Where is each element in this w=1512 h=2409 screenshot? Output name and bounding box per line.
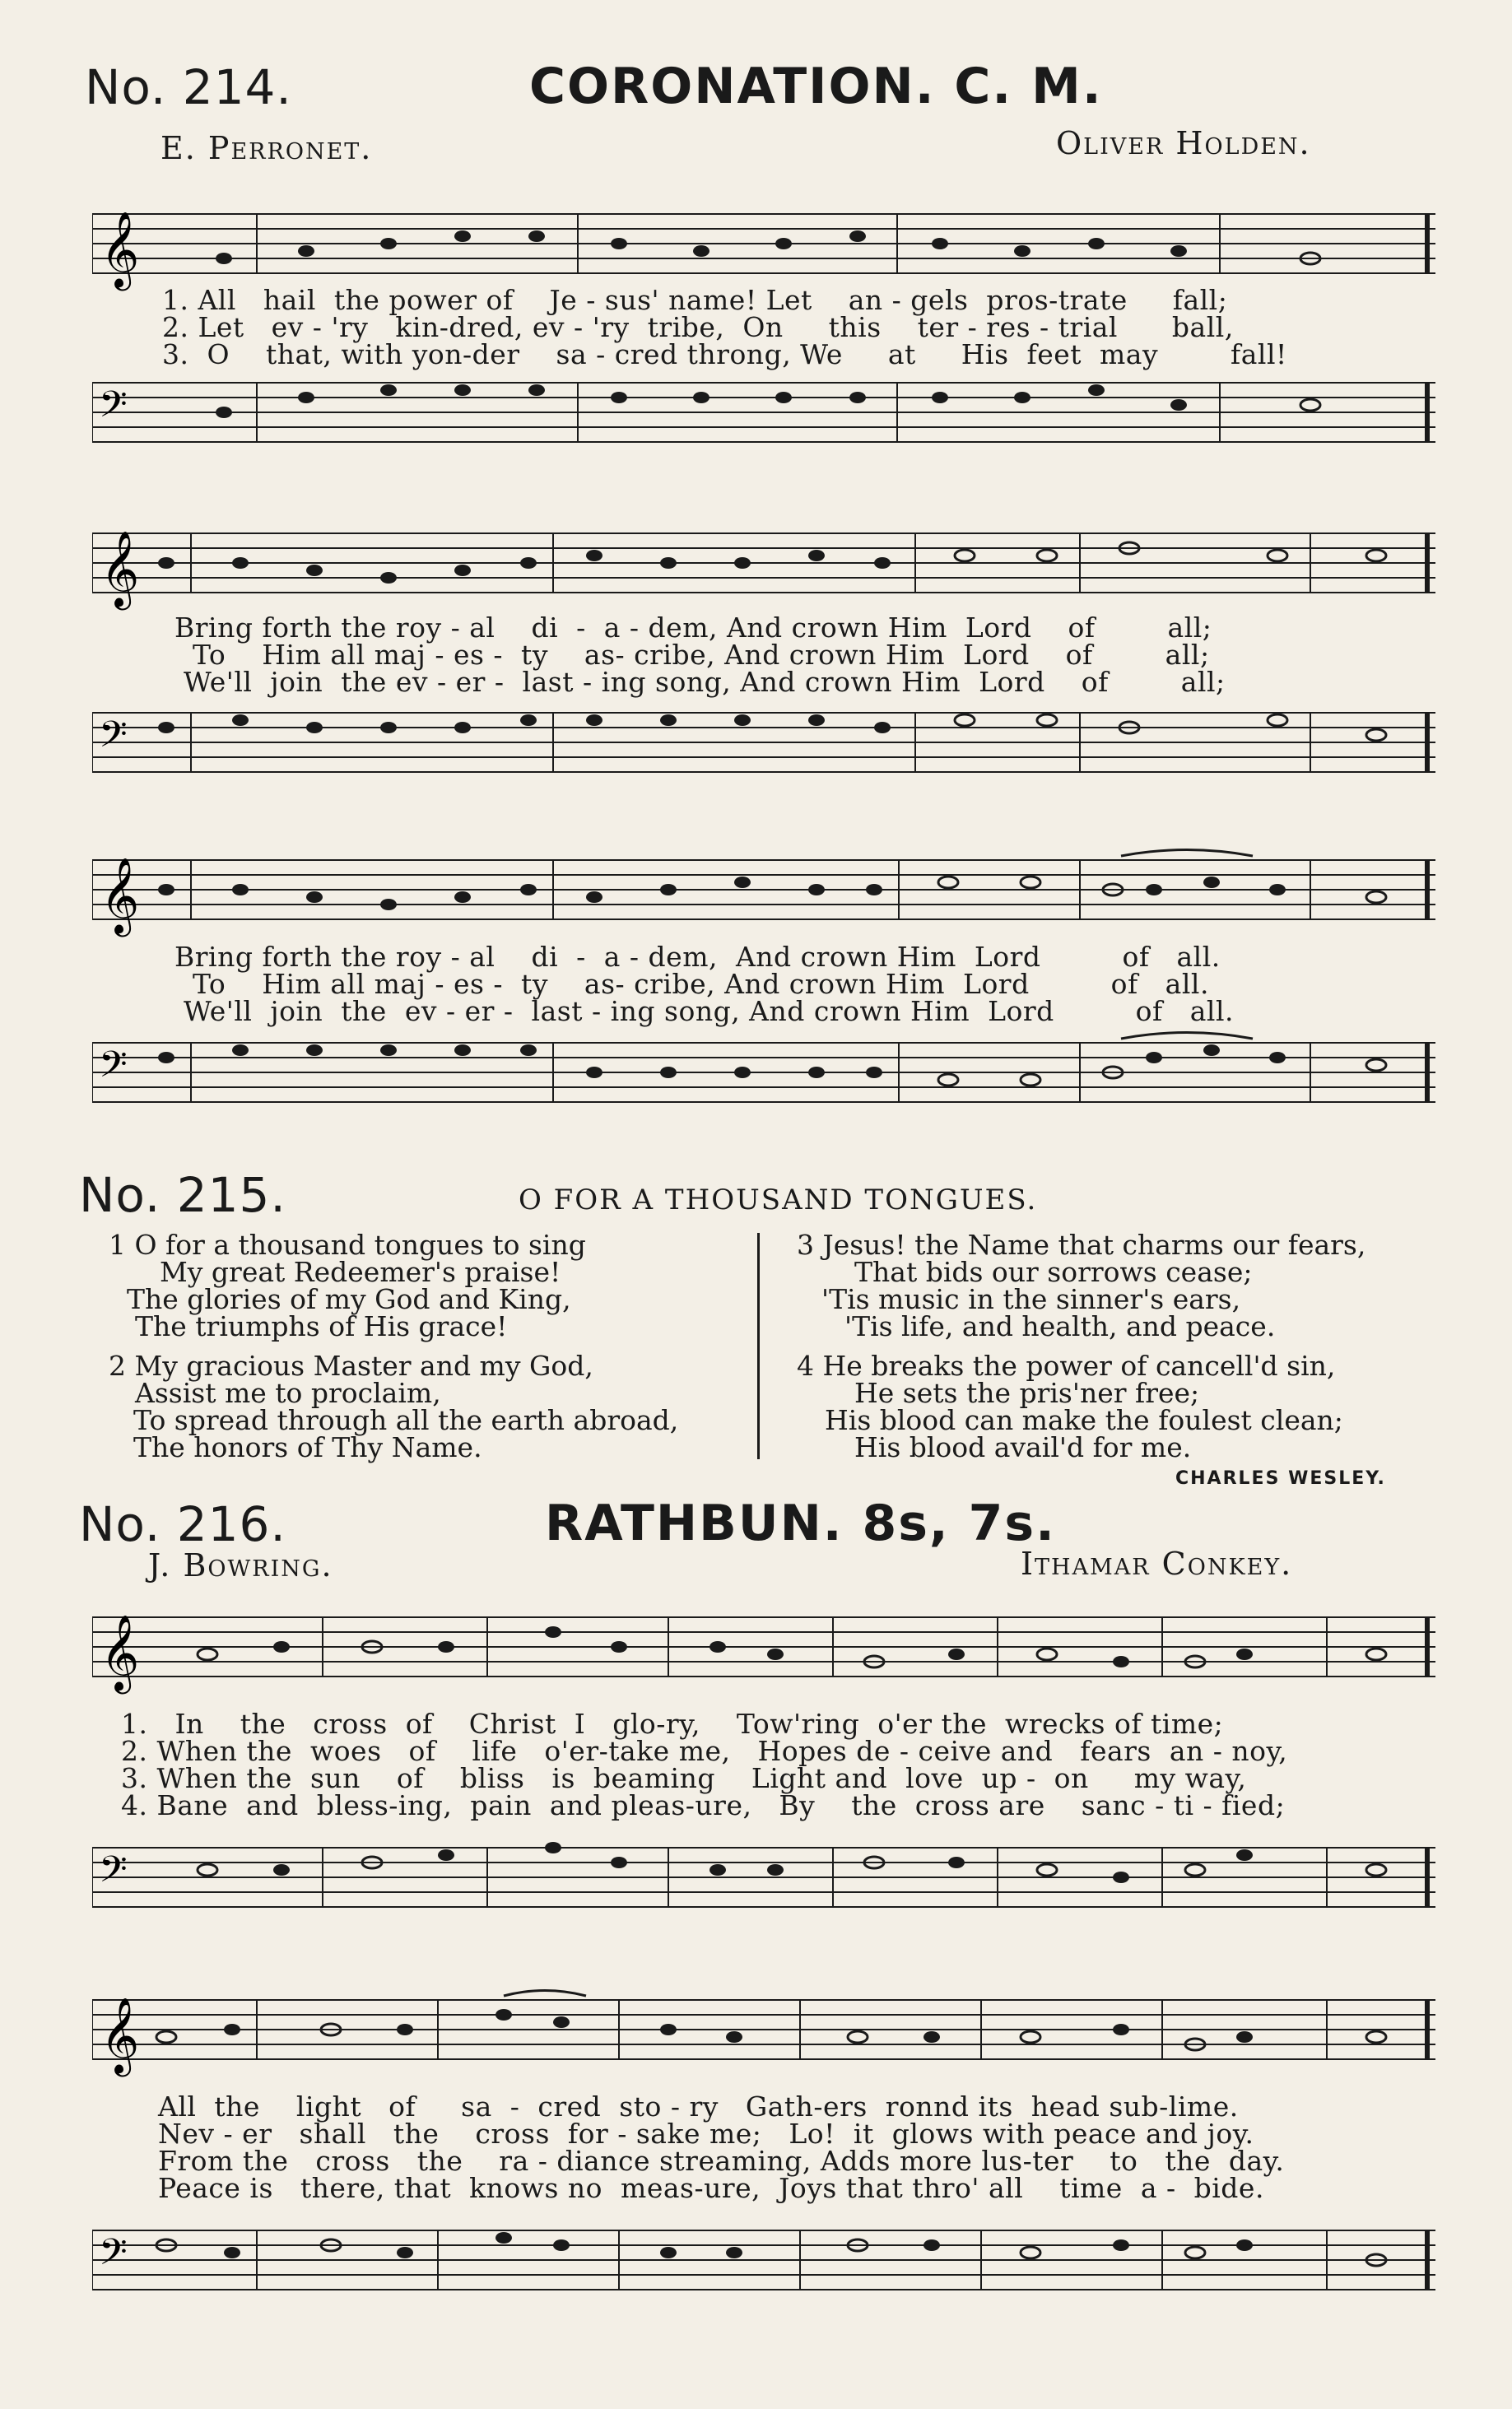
hymn-216-sys1-verse-3: 3. When the sun of bliss is beaming Light and love up - on my way, (121, 1762, 1247, 1794)
hymn-216-system-1 (92, 1593, 1435, 1938)
staff-treble-1 (92, 198, 1435, 296)
svg-text:𝄞: 𝄞 (100, 211, 140, 287)
stanza-line: Assist me to proclaim, (135, 1377, 441, 1409)
hymn-215-number: No. 215. (79, 1167, 286, 1223)
hymn-214-author: E. Perronet. (161, 130, 373, 166)
hymn-216-sys2-verse-1: All the light of sa - cred sto - ry Gath-ers ronnd its head sub-lime. (158, 2090, 1239, 2123)
stanza-line: 4 He breaks the power of cancell'd sin, (797, 1350, 1336, 1382)
stanza-line: The glories of my God and King, (127, 1283, 571, 1315)
hymn-215-stanza-3 (797, 1231, 1365, 1340)
hymn-215-stanza-1 (109, 1231, 586, 1340)
hymn-214-system-2 (92, 509, 1435, 797)
stanza-line: 'Tis life, and health, and peace. (844, 1310, 1276, 1342)
column-divider (757, 1233, 760, 1459)
stanza-line: The honors of Thy Name. (133, 1431, 482, 1463)
hymn-214-sys2-verse-3: We'll join the ev - er - last - ing song, And crown Him Lord of all; (174, 666, 1226, 698)
hymn-216-sys1-verse-1: 1. In the cross of Christ I glo-ry, Tow'ring o'er the wrecks of time; (121, 1708, 1224, 1740)
svg-text:𝄢: 𝄢 (99, 383, 128, 435)
svg-text:𝄢: 𝄢 (99, 713, 128, 765)
stanza-line: 'Tis music in the sinner's ears, (821, 1283, 1241, 1315)
svg-text:𝄢: 𝄢 (99, 1043, 128, 1095)
stanza-line: 1 O for a thousand tongues to sing (109, 1229, 586, 1261)
stanza-line: 2 My gracious Master and my God, (109, 1350, 593, 1382)
hymn-214-sys1-verse-1: 1. All hail the power of Je - sus' name! Let an - gels pros-trate fall; (162, 284, 1228, 316)
staff-treble-3 (92, 844, 1435, 942)
stanza-line: His blood avail'd for me. (854, 1431, 1192, 1463)
hymn-214-sys3-verse-1: Bring forth the roy - al di - a - dem, And crown Him Lord of all. (174, 941, 1221, 973)
hymn-214-number: No. 214. (85, 59, 292, 115)
hymn-216-sys2-verse-2: Nev - er shall the cross for - sake me; Lo! it glows with peace and joy. (158, 2118, 1254, 2150)
hymn-215-stanza-2 (109, 1352, 678, 1461)
hymn-216-number: No. 216. (79, 1496, 286, 1552)
hymn-214-title: CORONATION. C. M. (529, 58, 1103, 115)
staff-bass-216-1 (92, 1831, 1435, 1930)
staff-treble-216-1 (92, 1601, 1435, 1700)
stanza-line: That bids our sorrows cease; (854, 1256, 1253, 1288)
svg-text:𝄢: 𝄢 (99, 2230, 128, 2282)
hymn-216-sys2-verse-3: From the cross the ra - diance streaming, Adds more lus-ter to the day. (158, 2145, 1285, 2177)
staff-bass-2 (92, 696, 1435, 795)
stanza-line: To spread through all the earth abroad, (133, 1404, 679, 1436)
hymn-216-sys1-verse-2: 2. When the woes of life o'er-take me, Hopes de - ceive and fears an - noy, (121, 1735, 1288, 1767)
hymn-215-stanza-4 (797, 1352, 1343, 1461)
hymn-216-author: J. Bowring. (148, 1547, 333, 1584)
hymn-214-system-1 (92, 189, 1435, 469)
hymn-214-sys2-verse-2: To Him all maj - es - ty as- cribe, And crown Him Lord of all; (174, 639, 1210, 671)
svg-text:𝄞: 𝄞 (100, 1614, 140, 1690)
stanza-line: His blood can make the foulest clean; (825, 1404, 1343, 1436)
hymn-214-sys1-verse-2: 2. Let ev - 'ry kin-dred, ev - 'ry tribe, On this ter - res - trial ball, (162, 311, 1234, 343)
svg-text:𝄢: 𝄢 (99, 1848, 128, 1900)
hymn-214-composer: Oliver Holden. (1056, 125, 1311, 161)
stanza-line: 3 Jesus! the Name that charms our fears, (797, 1229, 1366, 1261)
staff-treble-2 (92, 517, 1435, 616)
hymn-215-author: CHARLES WESLEY. (1175, 1468, 1386, 1489)
staff-treble-216-2 (92, 1983, 1435, 2082)
staff-bass-1 (92, 366, 1435, 465)
hymn-216-sys2-verse-4: Peace is there, that knows no meas-ure, Joys that thro' all time a - bide. (158, 2172, 1264, 2204)
staff-bass-3 (92, 1026, 1435, 1125)
stanza-line: The triumphs of His grace! (135, 1310, 508, 1342)
hymn-216-sys1-verse-4: 4. Bane and bless-ing, pain and pleas-ure, By the cross are sanc - ti - fied; (121, 1789, 1286, 1821)
svg-text:𝄞: 𝄞 (100, 530, 140, 607)
hymn-216-composer: Ithamar Conkey. (1021, 1546, 1293, 1582)
hymn-216-system-2 (92, 1975, 1435, 2321)
stanza-line: My great Redeemer's praise! (160, 1256, 561, 1288)
svg-text:𝄞: 𝄞 (100, 857, 140, 933)
hymn-216-title: RATHBUN. 8s, 7s. (545, 1495, 1056, 1552)
svg-text:𝄞: 𝄞 (100, 1997, 140, 2073)
staff-bass-216-2 (92, 2214, 1435, 2313)
hymn-214-system-3 (92, 835, 1435, 1128)
stanza-line: He sets the pris'ner free; (854, 1377, 1200, 1409)
hymn-215-title: O FOR A THOUSAND TONGUES. (519, 1184, 1038, 1216)
hymn-214-sys3-verse-2: To Him all maj - es - ty as- cribe, And crown Him Lord of all. (174, 968, 1209, 1000)
hymn-214-sys1-verse-3: 3. O that, with yon-der sa - cred throng, We at His feet may fall! (162, 338, 1287, 370)
hymn-214-sys2-verse-1: Bring forth the roy - al di - a - dem, And crown Him Lord of all; (174, 612, 1212, 644)
hymn-214-sys3-verse-3: We'll join the ev - er - last - ing song, And crown Him Lord of all. (174, 995, 1235, 1027)
